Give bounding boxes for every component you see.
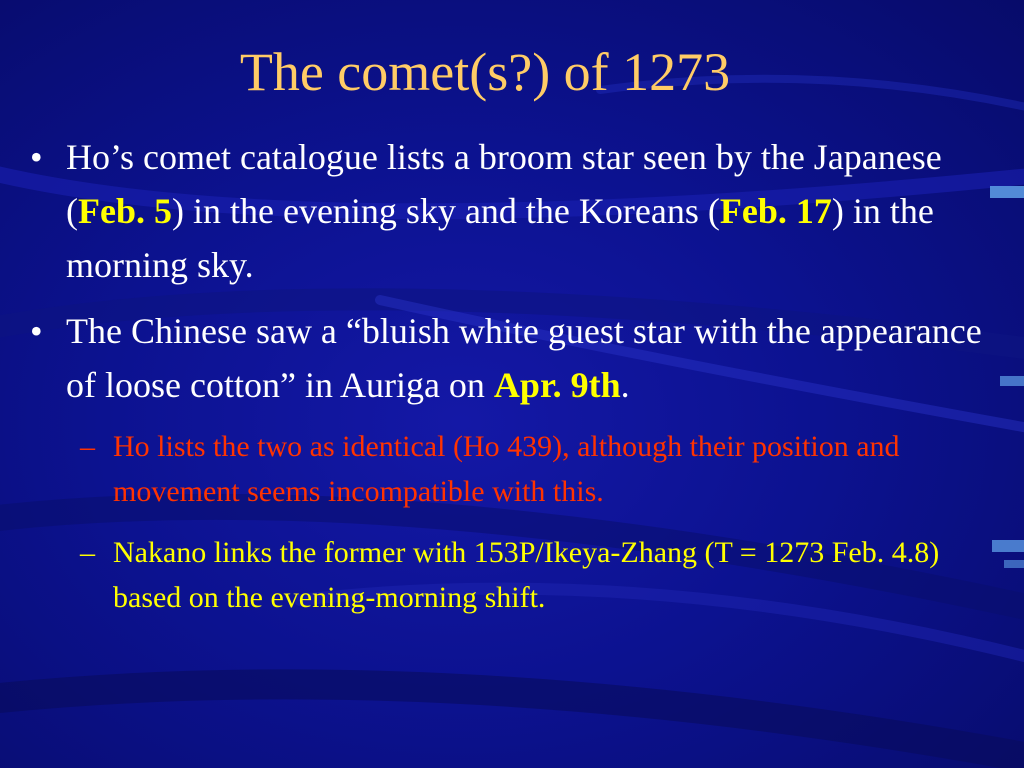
bullet-2-part-1: The Chinese saw a “bluish white guest star with the appearance of loose cotton” in Auriga on (66, 311, 982, 405)
sub-bullet-2 (80, 530, 980, 620)
slide-title: The comet(s?) of 1273 (239, 42, 731, 102)
bullet-mark: • (30, 137, 43, 177)
sub-bullet-2-text: Nakano links the former with 153P/Ikeya-Zhang (T = 1273 Feb. 4.8) based on the evening-morning shift. (113, 536, 940, 614)
bullet-2 (30, 304, 1015, 412)
sub-bullet-mark: – (80, 536, 95, 569)
bullet-1-part-1: Ho’s comet catalogue lists a broom star seen by the Japanese ( (66, 137, 942, 231)
sub-bullet-1-text: Ho lists the two as identical (Ho 439), although their position and movement seems incompatible with this. (113, 430, 900, 508)
bullet-1 (30, 130, 1015, 292)
bullet-2-part-3: . (620, 365, 630, 405)
date-highlight-feb-17: Feb. 17 (719, 191, 832, 231)
edge-accent-4 (1004, 560, 1024, 568)
edge-accent-3 (992, 540, 1024, 552)
bullet-mark: • (30, 311, 43, 351)
bullet-1-text (66, 130, 1015, 292)
sub-bullet-1 (80, 424, 980, 514)
date-highlight-feb-5: Feb. 5 (78, 191, 172, 231)
sub-bullet-mark: – (80, 430, 95, 463)
date-highlight-apr-9th: Apr. 9th (493, 365, 621, 405)
bullet-1-part-5: ) in the morning sky. (66, 191, 934, 285)
swoosh-6 (0, 684, 1024, 760)
bullet-2-text (66, 304, 1015, 412)
bullet-1-part-3: ) in the evening sky and the Koreans ( (172, 191, 720, 231)
